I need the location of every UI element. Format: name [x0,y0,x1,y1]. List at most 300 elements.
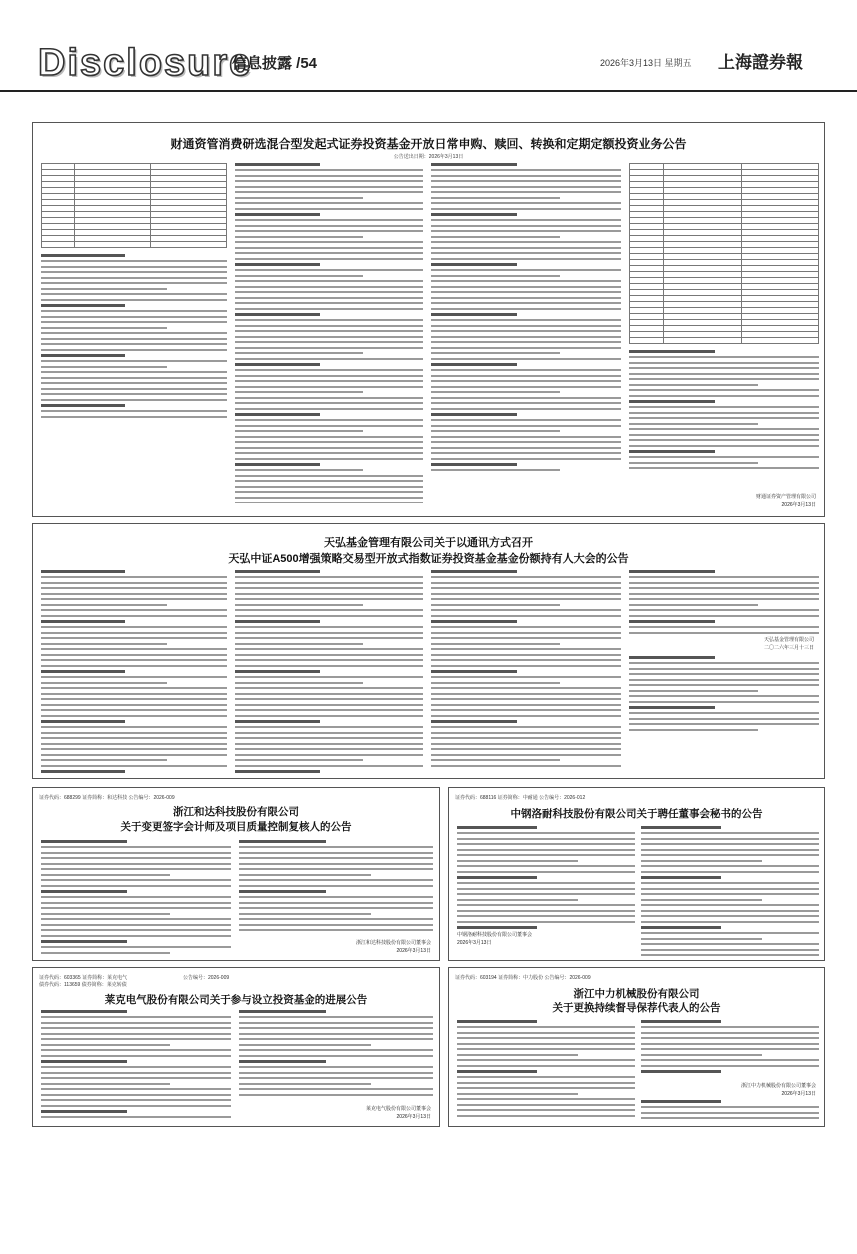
text-line [431,391,560,393]
text-line [41,349,227,351]
text-line [235,659,423,661]
text-line [629,467,819,469]
text-column [641,826,819,956]
text-line [457,1104,635,1106]
text-line [41,382,227,384]
text-line [629,620,715,623]
text-line [629,367,819,369]
signature-company: 财通证券资产管理有限公司 [755,494,816,500]
text-line [431,620,517,623]
text-line [235,682,363,684]
text-line [235,186,423,188]
text-line [235,726,423,728]
text-line [431,275,560,277]
signature-company: 浙江和达科技股份有限公司董事会 [355,940,431,946]
text-line [431,369,621,371]
security-codes: 证券代码：688299 证券简称：和达科技 公告编号：2026-009 [39,795,175,801]
text-line [41,693,227,695]
text-line [41,587,227,589]
text-line [235,263,320,266]
text-line [235,704,423,706]
announcement-title: 莱克电气股份有限公司关于参与设立投资基金的进展公告 [104,994,368,1006]
text-line [235,502,423,503]
text-line [235,654,423,656]
text-line [235,341,423,343]
text-line [629,729,758,731]
text-line [41,1022,231,1024]
text-line [239,852,433,854]
text-line [629,412,819,414]
text-line [457,1037,635,1039]
text-line [629,373,819,375]
text-line [239,1055,433,1057]
text-line [431,330,621,332]
text-line [235,386,423,388]
text-column [41,163,227,503]
text-line [431,743,621,745]
text-line [239,935,433,936]
text-line [41,620,125,623]
text-line [239,907,433,909]
text-line [41,770,125,773]
text-line [41,879,231,881]
text-line [41,765,227,767]
text-line [235,748,423,750]
text-line [235,325,423,327]
text-line [41,754,227,756]
text-line [235,225,423,227]
text-column [41,570,227,775]
text-line [629,604,758,606]
text-line [431,341,621,343]
text-line [41,1116,231,1118]
text-line [235,598,423,600]
text-line [41,670,125,673]
text-line [431,308,621,310]
text-line [431,715,621,717]
text-line [41,720,125,723]
text-line [239,1049,433,1051]
text-line [431,626,621,628]
text-line [235,419,423,421]
announcement-caitong [32,122,825,517]
signature-date: 2026年3月13日 [781,502,816,508]
text-line [431,397,621,399]
text-line [457,888,635,890]
text-line [641,954,819,956]
text-line [235,191,423,193]
text-line [457,865,635,867]
text-line [431,447,621,449]
text-column [239,1010,433,1100]
text-line [239,1083,371,1085]
text-line [431,598,621,600]
text-line [41,582,227,584]
text-line [431,576,621,578]
text-line [235,709,423,711]
text-line [457,915,635,917]
text-line [239,857,433,859]
text-line [41,890,127,893]
text-column [629,163,819,493]
announcement-laike [32,967,440,1127]
text-line [457,860,578,862]
text-line [41,1016,231,1018]
text-line [641,1106,819,1108]
text-line [235,732,423,734]
text-line [641,888,819,890]
text-line [239,1038,433,1040]
text-line [41,726,227,728]
text-line [457,1070,537,1073]
text-line [641,904,819,906]
text-line [431,659,621,661]
text-line [235,486,423,488]
announcement-title-line1: 浙江中力机械股份有限公司 [573,988,700,1000]
text-line [431,615,621,617]
signature-date: 2026年3月13日 [396,948,431,954]
text-line [41,846,231,848]
text-line [431,469,560,471]
text-line [431,408,621,410]
text-line [235,363,320,366]
signature-date: 2026年3月13日 [457,940,492,946]
text-line [629,668,819,670]
text-line [235,458,423,460]
text-line [629,400,715,403]
text-line [235,169,423,171]
text-line [41,288,167,290]
text-line [457,843,635,845]
text-line [41,682,167,684]
text-line [239,1094,433,1096]
text-line [239,863,433,865]
text-line [41,260,227,262]
text-line [41,840,127,843]
text-line [629,723,819,725]
text-line [431,682,560,684]
text-line [41,676,227,678]
text-line [629,598,819,600]
text-line [431,247,621,249]
text-line [41,1094,231,1096]
text-line [235,402,423,404]
text-column [235,570,423,775]
security-codes-bond: 债券代码：113659 债券简称：莱克转债 [39,982,127,988]
text-line [41,698,227,700]
text-line [457,1020,537,1023]
text-line [431,430,560,432]
text-line [239,1060,326,1063]
text-line [431,704,621,706]
text-line [235,698,423,700]
text-line [431,363,517,366]
text-line [41,410,227,412]
text-line [641,899,762,901]
text-line [641,926,721,929]
text-line [41,913,170,915]
text-line [41,609,227,611]
announcement-date-line: 公告送出日期：2026年3月13日 [393,154,464,160]
text-line [235,313,320,316]
text-line [431,302,621,304]
text-line [235,280,423,282]
proxy-form [629,656,819,774]
text-line [629,417,819,419]
announcement-zhongli [448,967,825,1127]
text-line [457,849,635,851]
text-line [239,1016,433,1018]
text-line [41,1072,231,1074]
text-line [239,1072,433,1074]
text-column [41,840,231,955]
text-line [641,1112,819,1114]
text-line [41,1105,231,1107]
signature-company: 天弘基金管理有限公司 [763,637,814,643]
text-line [641,1117,819,1119]
text-line [629,445,819,447]
text-line [41,896,231,898]
text-line [641,938,762,940]
newspaper-name: 上海證券報 [718,53,803,72]
text-line [41,952,170,954]
text-line [235,175,423,177]
text-line [235,582,423,584]
text-line [235,391,363,393]
text-line [41,857,231,859]
text-line [41,416,227,418]
announcement-title-line1: 浙江和达科技股份有限公司 [173,806,299,818]
text-line [629,695,819,697]
text-line [235,330,423,332]
text-line [431,413,517,416]
text-line [235,609,423,611]
signature-date: 2026年3月13日 [781,1091,816,1097]
data-table [629,163,819,344]
text-line [431,263,517,266]
signature-company: 中钢洛耐科技股份有限公司董事会 [457,932,533,938]
text-line [431,191,621,193]
text-line [641,1065,819,1067]
text-line [235,648,423,650]
text-column [239,840,433,935]
text-line [235,693,423,695]
text-line [239,918,433,920]
text-line [431,726,621,728]
text-line [641,1059,819,1061]
text-line [235,163,320,166]
text-line [431,313,517,316]
text-line [629,656,715,659]
text-line [641,860,762,862]
text-line [235,308,423,310]
text-line [235,202,423,204]
text-line [235,676,423,678]
text-line [235,436,423,438]
text-line [431,665,621,667]
text-line [235,576,423,578]
text-line [457,1076,635,1078]
text-line [431,180,621,182]
text-line [41,266,227,268]
text-line [457,832,635,834]
text-line [431,737,621,739]
text-line [629,439,819,441]
text-line [431,352,560,354]
text-line [431,336,621,338]
text-line [431,225,621,227]
announcement-title: 财通资管消费研选混合型发起式证券投资基金开放日常申购、赎回、转换和定期定额投资业务公告 [170,137,687,151]
text-line [41,615,227,617]
text-line [41,299,227,301]
text-line [431,643,560,645]
text-line [235,352,363,354]
text-line [41,332,227,334]
text-line [431,358,621,360]
text-line [457,1059,635,1061]
text-line [629,456,819,458]
text-line [629,356,819,358]
text-line [629,632,819,634]
text-line [641,876,721,879]
text-line [431,754,621,756]
text-line [431,375,621,377]
text-line [457,1098,635,1100]
text-line [235,413,320,416]
text-line [235,670,320,673]
text-line [235,593,423,595]
text-line [641,1026,819,1028]
text-line [641,832,819,834]
text-line [235,397,423,399]
text-line [235,275,363,277]
text-line [629,587,819,589]
text-line [629,609,819,611]
text-line [41,1010,127,1013]
text-line [235,408,423,410]
text-line [235,375,423,377]
text-line [431,748,621,750]
text-line [239,846,433,848]
text-line [41,271,227,273]
text-line [431,325,621,327]
text-line [41,737,227,739]
text-line [629,615,819,617]
announcement-heda [32,787,440,961]
text-line [235,475,423,477]
announcement-tianhong [32,523,825,779]
text-line [41,388,227,390]
text-line [235,447,423,449]
text-line [41,399,227,401]
text-line [235,286,423,288]
text-column [41,1010,231,1122]
text-line [41,1033,231,1035]
announcement-title-line2: 天弘中证A500增强策略交易型开放式指数证券投资基金基金份额持有人大会的公告 [228,553,629,565]
text-line [235,247,423,249]
text-column [641,1020,819,1080]
text-column [235,163,423,503]
text-line [431,163,517,166]
text-line [235,319,423,321]
text-line [41,743,227,745]
text-line [457,1115,635,1117]
text-line [431,291,621,293]
text-line [41,704,227,706]
text-line [239,1044,371,1046]
text-line [629,434,819,436]
text-line [629,576,819,578]
announcement-title: 中钢洛耐科技股份有限公司关于聘任董事会秘书的公告 [510,808,763,820]
text-line [235,219,423,221]
text-line [235,358,423,360]
text-line [641,1043,819,1045]
text-line [431,252,621,254]
text-line [431,236,560,238]
text-line [431,402,621,404]
text-line [41,907,231,909]
text-line [239,1022,433,1024]
security-codes: 证券代码：603194 证券简称：中力股份 公告编号：2026-009 [455,975,591,981]
text-line [641,932,819,934]
text-line [235,743,423,745]
issue-date: 2026年3月13日 星期五 [600,58,692,68]
text-line [457,1043,635,1045]
text-line [431,458,621,460]
text-line [641,854,819,856]
masthead-logo: Disclosure [38,42,253,84]
text-line [235,463,320,466]
text-line [239,868,433,870]
text-line [41,604,167,606]
text-line [41,338,227,340]
text-line [431,286,621,288]
text-line [641,893,819,895]
text-line [629,462,758,464]
text-line [457,1087,635,1089]
text-line [41,1038,231,1040]
text-line [41,1044,170,1046]
text-line [235,604,363,606]
text-line [629,662,819,664]
text-line [235,297,423,299]
text-line [431,280,621,282]
text-line [41,321,227,323]
text-line [235,754,423,756]
text-line [641,921,819,923]
text-line [41,371,227,373]
text-line [41,852,231,854]
text-line [235,258,423,260]
text-line [235,469,363,471]
text-line [239,879,433,881]
text-line [641,949,819,951]
text-line [641,865,819,867]
text-line [431,637,621,639]
text-line [41,404,125,407]
text-line [235,197,363,199]
text-line [41,659,227,661]
text-line [431,436,621,438]
text-line [41,593,227,595]
text-line [235,291,423,293]
text-line [629,593,819,595]
text-line [235,380,423,382]
text-line [41,393,227,395]
text-line [641,910,819,912]
text-line [239,1077,433,1079]
text-line [235,720,320,723]
